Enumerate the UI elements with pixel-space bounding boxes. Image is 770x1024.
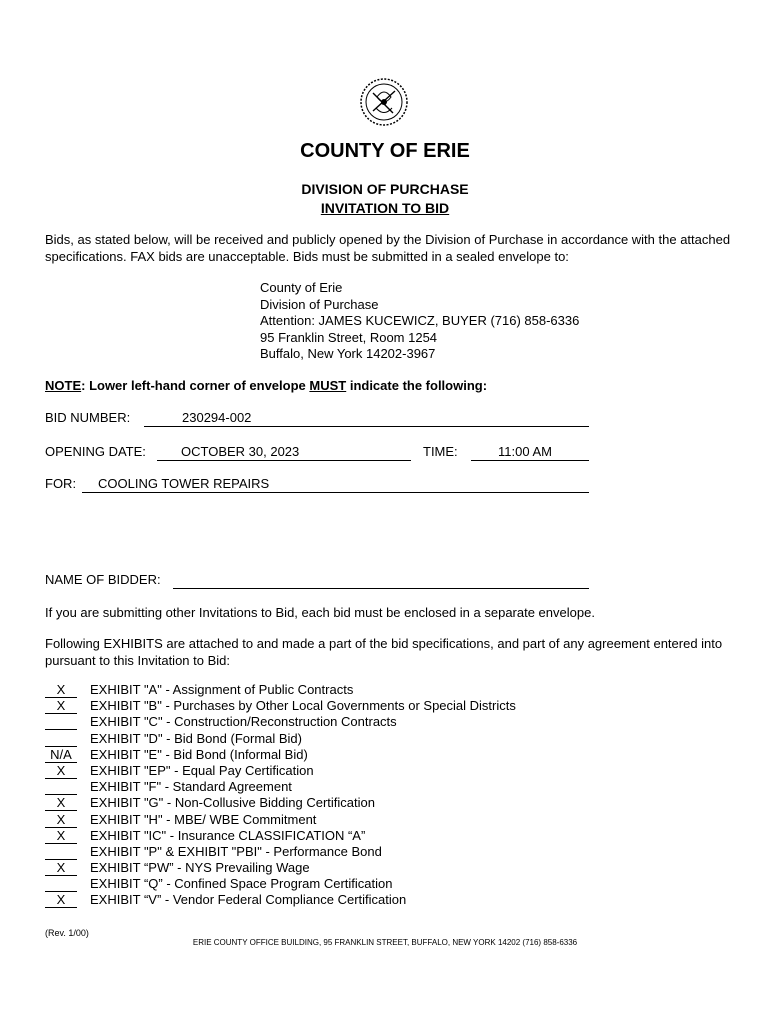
- bidder-label: NAME OF BIDDER:: [45, 572, 161, 587]
- exhibit-text: EXHIBIT “V” - Vendor Federal Compliance Certification: [90, 892, 407, 908]
- exhibit-mark[interactable]: X: [45, 861, 77, 876]
- revision-note: (Rev. 1/00): [45, 928, 89, 938]
- for-value: COOLING TOWER REPAIRS: [98, 476, 270, 491]
- exhibit-mark[interactable]: [45, 715, 77, 730]
- exhibit-mark[interactable]: X: [45, 796, 77, 811]
- footer-address: ERIE COUNTY OFFICE BUILDING, 95 FRANKLIN STREET, BUFFALO, NEW YORK 14202 (716) 858-6336: [192, 938, 578, 947]
- exhibit-mark[interactable]: X: [45, 764, 77, 779]
- exhibit-text: EXHIBIT "B" - Purchases by Other Local Governments or Special Districts: [90, 698, 516, 714]
- county-seal-icon: [359, 77, 409, 127]
- address-line: County of Erie: [260, 280, 343, 295]
- exhibit-mark[interactable]: X: [45, 829, 77, 844]
- exhibit-text: EXHIBIT "H" - MBE/ WBE Commitment: [90, 811, 317, 827]
- exhibit-mark[interactable]: N/A: [45, 748, 77, 763]
- exhibit-mark[interactable]: X: [45, 893, 77, 908]
- exhibit-mark[interactable]: [45, 732, 77, 747]
- exhibit-mark[interactable]: [45, 845, 77, 860]
- bid-number-label: BID NUMBER:: [45, 410, 131, 425]
- address-line: Division of Purchase: [260, 296, 379, 312]
- mailing-address: [260, 280, 579, 363]
- for-row: [45, 476, 590, 494]
- bid-number-value: 230294-002: [182, 410, 252, 425]
- address-line: Attention: JAMES KUCEWICZ, BUYER (716) 858-6336: [260, 313, 580, 328]
- note-text-end: indicate the following:: [346, 378, 488, 393]
- exhibit-text: EXHIBIT "D" - Bid Bond (Formal Bid): [90, 730, 302, 746]
- exhibit-text: EXHIBIT "G" - Non-Collusive Bidding Certification: [90, 795, 375, 811]
- time-value: 11:00 AM: [498, 444, 552, 459]
- exhibit-text: EXHIBIT "F" - Standard Agreement: [90, 779, 292, 795]
- exhibits-intro: Following EXHIBITS are attached to and made a part of the bid specifications, and part of any agreement entered into pursuant to this Invitation to Bid:: [45, 636, 723, 668]
- exhibit-mark[interactable]: [45, 780, 77, 795]
- exhibit-mark[interactable]: X: [45, 813, 77, 828]
- division-heading: DIVISION OF PURCHASE: [301, 181, 469, 197]
- opening-date-value: OCTOBER 30, 2023: [181, 444, 300, 459]
- note-text: : Lower left-hand corner of envelope: [81, 378, 310, 393]
- address-line: Buffalo, New York 14202-3967: [260, 346, 436, 361]
- opening-date-row: [45, 444, 590, 462]
- exhibit-mark[interactable]: [45, 877, 77, 892]
- exhibit-text: EXHIBIT "IC" - Insurance CLASSIFICATION “A”: [90, 827, 366, 843]
- exhibit-text: EXHIBIT “PW” - NYS Prevailing Wage: [90, 860, 310, 876]
- exhibit-text: EXHIBIT "E" - Bid Bond (Informal Bid): [90, 746, 308, 762]
- exhibit-text: EXHIBIT "A" - Assignment of Public Contracts: [90, 682, 354, 697]
- for-label: FOR:: [45, 476, 77, 491]
- exhibit-text: EXHIBIT "EP" - Equal Pay Certification: [90, 762, 314, 778]
- exhibit-mark[interactable]: X: [45, 683, 77, 698]
- bidder-name-field[interactable]: [173, 572, 589, 589]
- exhibit-text: EXHIBIT "C" - Construction/Reconstruction Contracts: [90, 714, 397, 730]
- intro-paragraph: Bids, as stated below, will be received and publicly opened by the Division of Purchase in accordance with the attached specifications. FAX bids are unacceptable. Bids must be submitted in a sealed envelope to:: [45, 232, 731, 264]
- page-title: COUNTY OF ERIE: [300, 140, 470, 162]
- bidder-row: [45, 572, 590, 590]
- bid-number-row: [45, 410, 590, 428]
- address-line: 95 Franklin Street, Room 1254: [260, 329, 438, 345]
- exhibit-text: EXHIBIT “Q” - Confined Space Program Certification: [90, 876, 393, 892]
- envelope-note: [45, 378, 487, 393]
- note-label: NOTE: [45, 378, 82, 393]
- note-emphasis: MUST: [309, 378, 347, 393]
- exhibit-text: EXHIBIT "P" & EXHIBIT "PBI" - Performance Bond: [90, 843, 382, 859]
- document-type-heading: INVITATION TO BID: [320, 200, 450, 216]
- exhibit-mark[interactable]: X: [45, 699, 77, 714]
- separate-envelope-note: If you are submitting other Invitations to Bid, each bid must be enclosed in a separate envelope.: [45, 605, 595, 620]
- opening-date-label: OPENING DATE:: [45, 444, 146, 459]
- time-label: TIME:: [423, 444, 458, 459]
